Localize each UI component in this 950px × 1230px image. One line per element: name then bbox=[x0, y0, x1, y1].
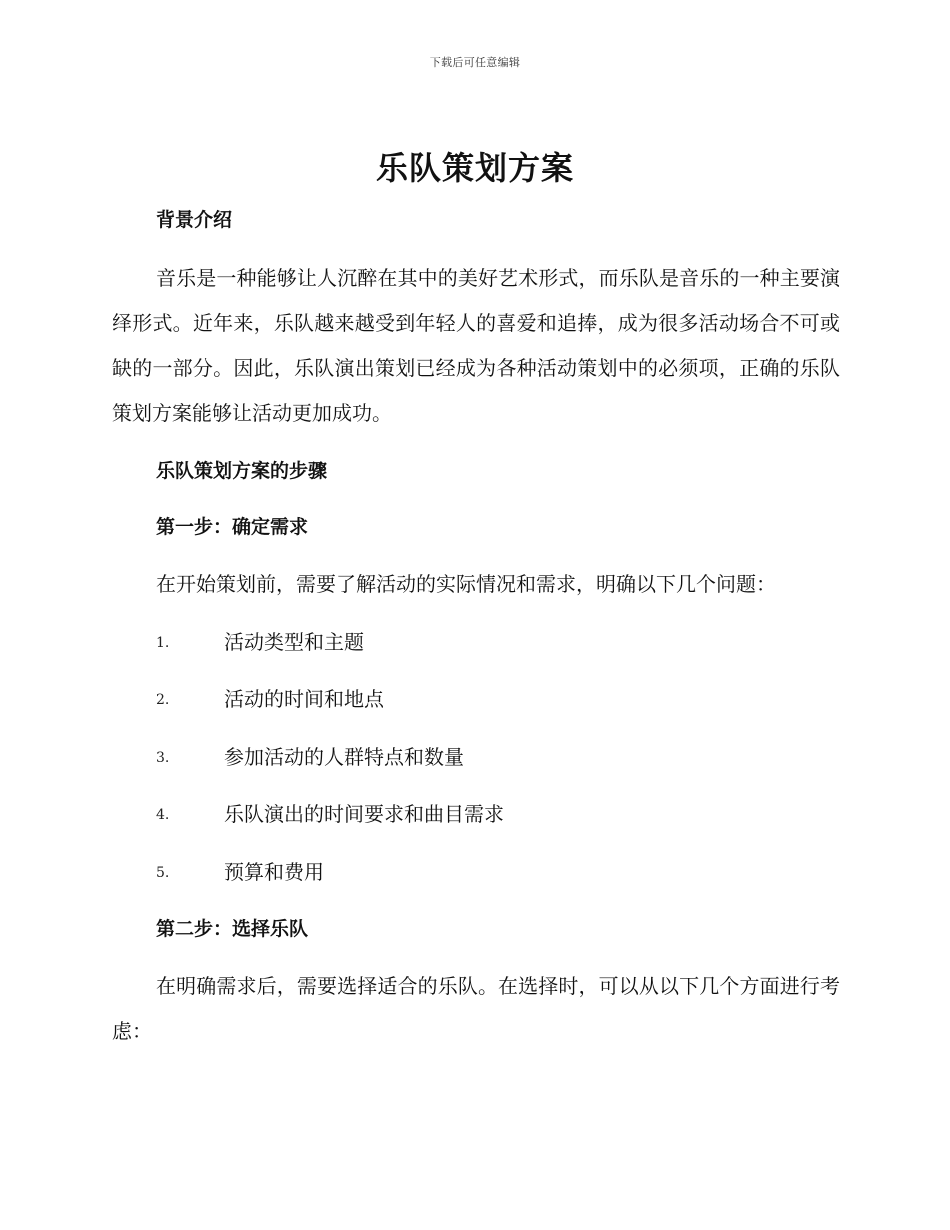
list-item bbox=[156, 687, 796, 744]
list-item-text: 参加活动的人群特点和数量 bbox=[224, 744, 464, 769]
list-item-text: 预算和费用 bbox=[224, 859, 324, 884]
background-heading: 背景介绍 bbox=[156, 209, 233, 231]
steps-heading: 乐队策划方案的步骤 bbox=[156, 460, 328, 482]
list-item bbox=[156, 630, 796, 687]
step2-paragraph: 在明确需求后，需要选择适合的乐队。在选择时，可以从以下几个方面进行考虑： bbox=[112, 974, 840, 1043]
requirements-list bbox=[156, 630, 796, 917]
header-note: 下载后可任意编辑 bbox=[429, 56, 521, 69]
background-paragraph: 音乐是一种能够让人沉醉在其中的美好艺术形式，而乐队是音乐的一种主要演绎形式。近年来，乐队越来越受到年轻人的喜爱和追捧，成为很多活动场合不可或缺的一部分。因此，乐队演出策划已经成为各种活动策划中的必须项，正确的乐队策划方案能够让活动更加成功。 bbox=[112, 266, 840, 425]
list-item-text: 活动的时间和地点 bbox=[224, 687, 384, 712]
list-item-number: 2. bbox=[156, 692, 170, 709]
step2-heading: 第二步：选择乐队 bbox=[156, 918, 309, 940]
list-item bbox=[156, 802, 796, 859]
step1-heading: 第一步：确定需求 bbox=[156, 516, 309, 538]
list-item-text: 乐队演出的时间要求和曲目需求 bbox=[224, 802, 504, 827]
list-item bbox=[156, 860, 796, 917]
list-item-text: 活动类型和主题 bbox=[224, 630, 364, 654]
list-item-number: 1. bbox=[156, 635, 170, 651]
list-item-number: 4. bbox=[156, 807, 170, 824]
step1-intro: 在开始策划前，需要了解活动的实际情况和需求，明确以下几个问题： bbox=[156, 572, 776, 596]
list-item-number: 3. bbox=[156, 749, 170, 766]
list-item bbox=[156, 745, 796, 802]
list-item-number: 5. bbox=[156, 864, 170, 881]
page-title: 乐队策划方案 bbox=[375, 149, 574, 187]
